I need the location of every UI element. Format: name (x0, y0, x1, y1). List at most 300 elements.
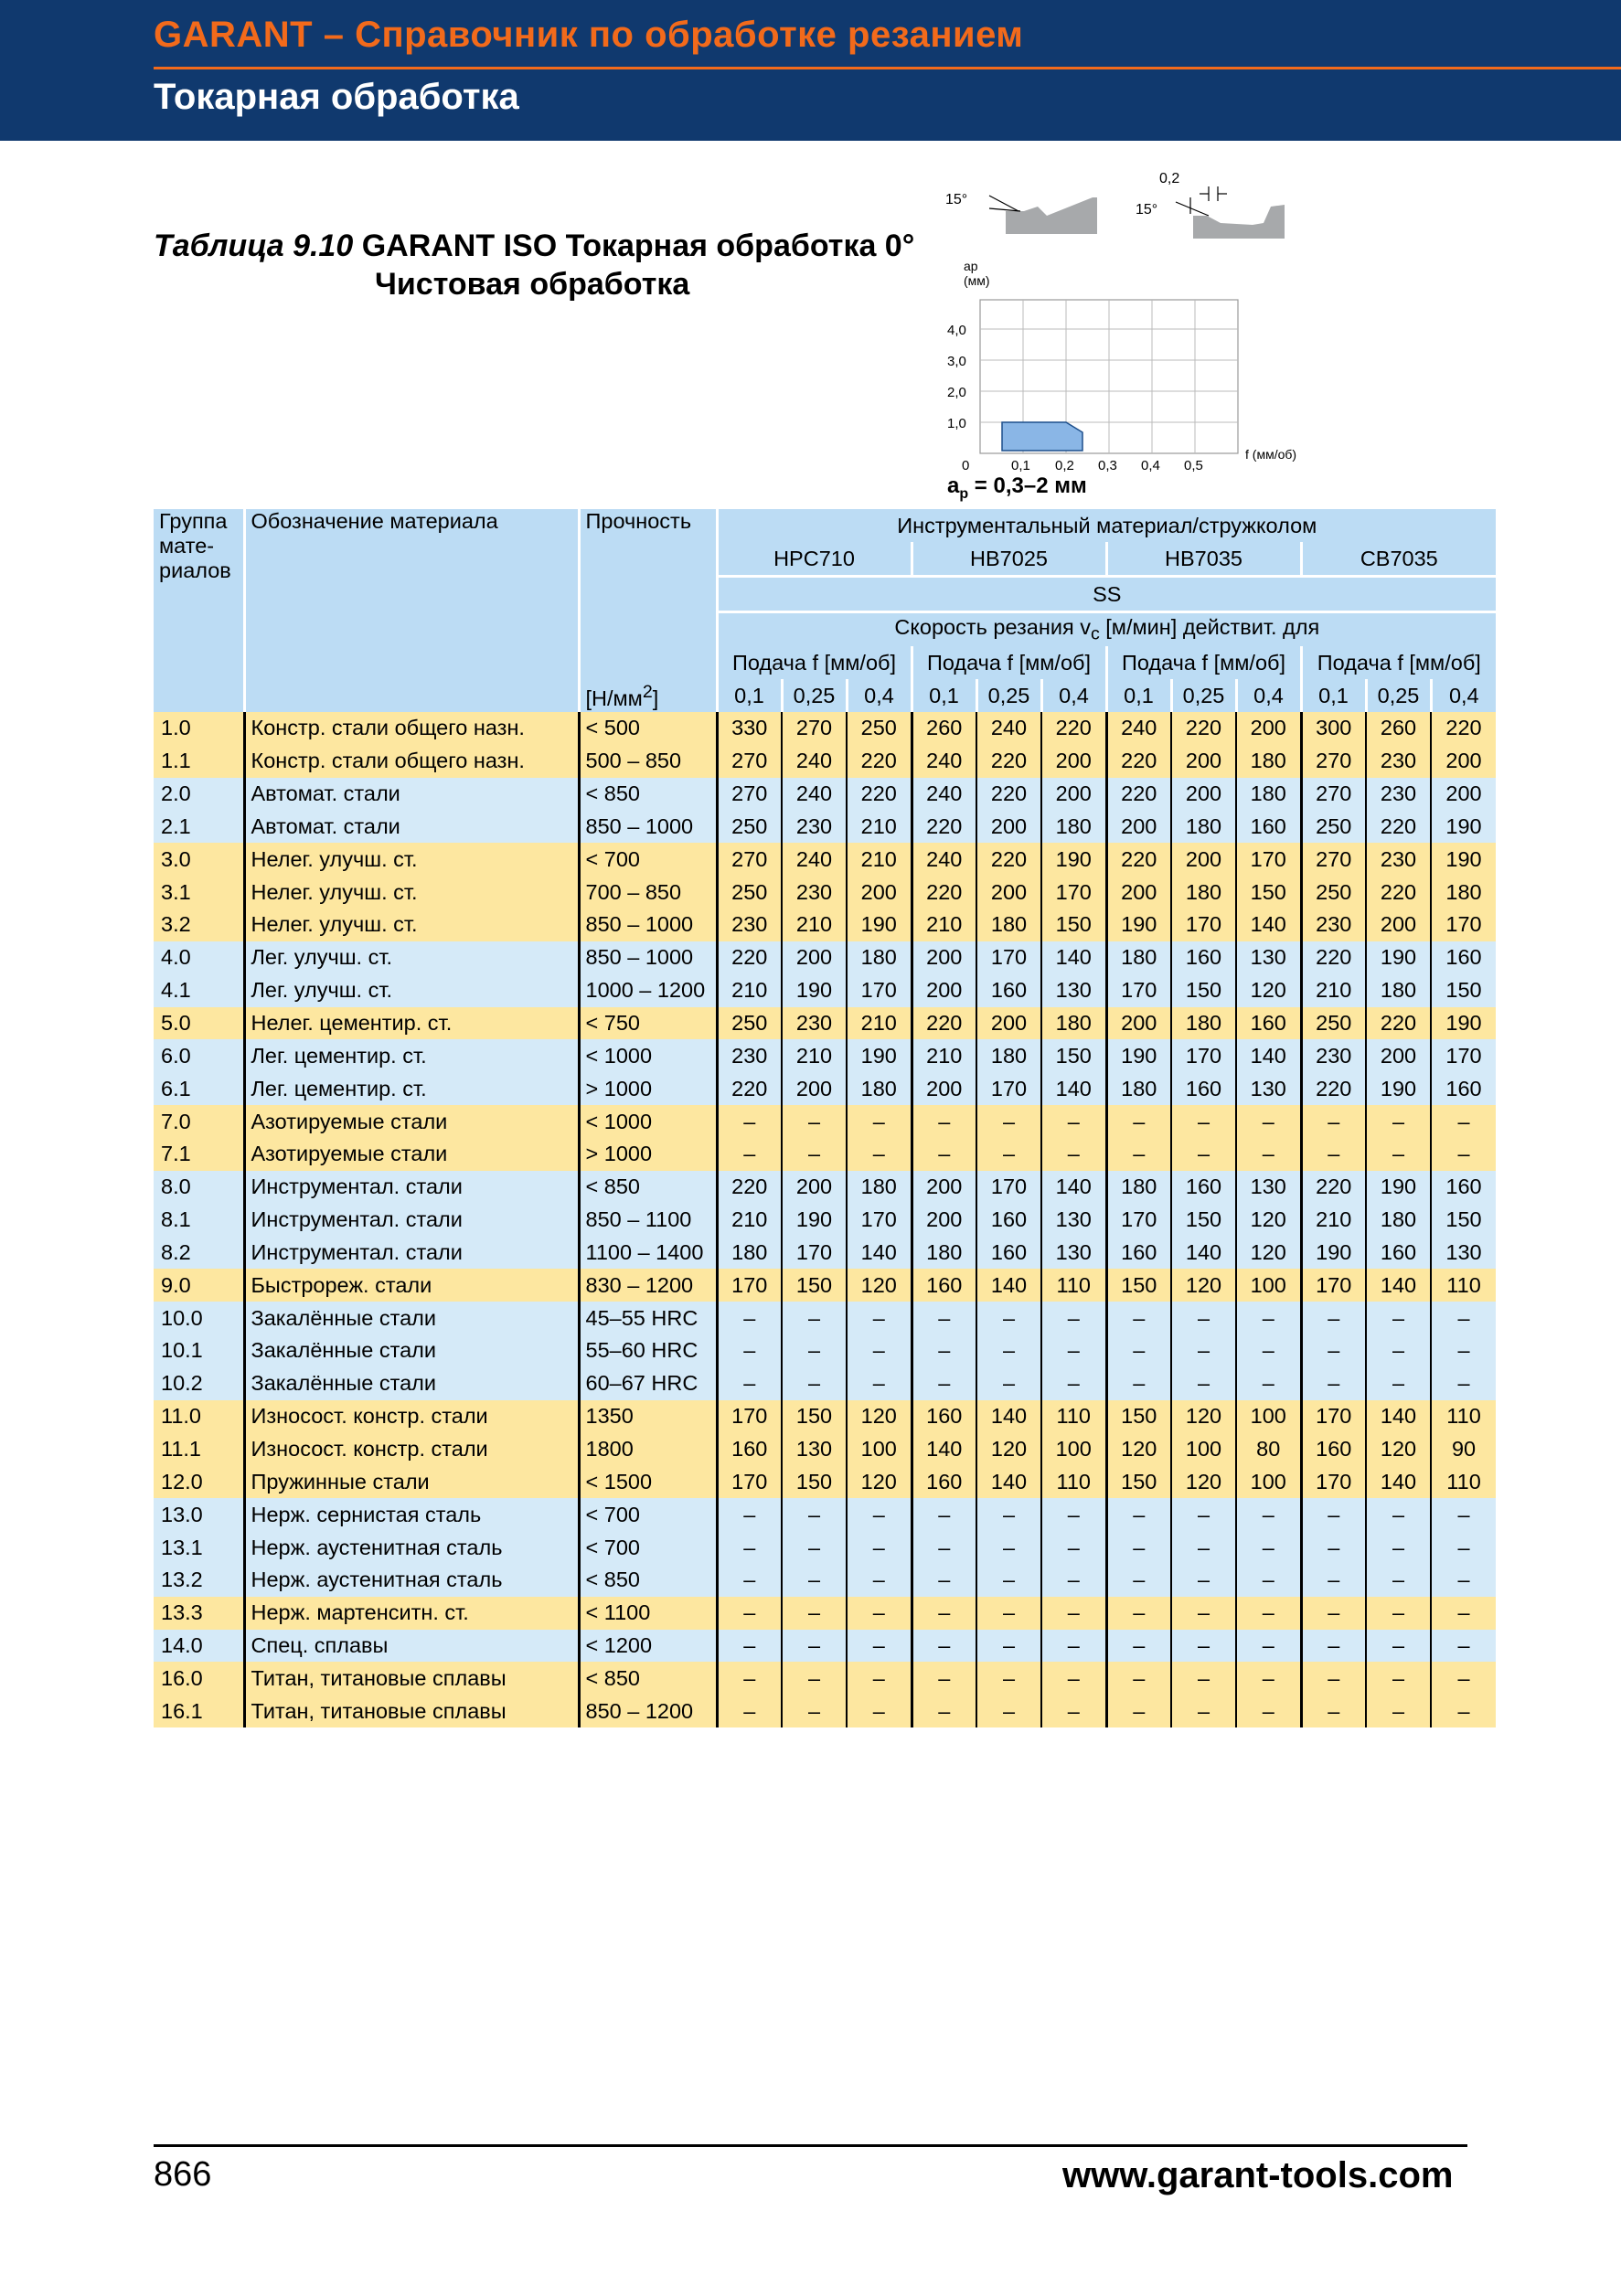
x-tick: 0,1 (1011, 458, 1030, 473)
material-name-cell: Автомат. стали (244, 778, 579, 811)
cutting-speed-cell: 230 (782, 876, 847, 909)
feed-header: Подача f [мм/об] (1317, 650, 1481, 675)
cutting-speed-cell: 160 (1171, 941, 1236, 974)
cutting-speed-cell: 120 (1236, 974, 1301, 1007)
material-name-cell: Инструментал. стали (244, 1237, 579, 1270)
cutting-speed-cell: – (1236, 1334, 1301, 1367)
cutting-speed-cell: 160 (912, 1269, 976, 1302)
cutting-speed-cell: 220 (912, 876, 976, 909)
cutting-speed-cell: 220 (1366, 876, 1431, 909)
cutting-speed-cell: 130 (1445, 1239, 1482, 1264)
strength-cell: 1000 – 1200 (579, 974, 717, 1007)
cutting-speed-cell: 210 (847, 1007, 912, 1040)
strength-cell: < 1200 (579, 1630, 717, 1663)
cutting-speed-cell: 110 (1446, 1404, 1481, 1429)
cutting-speed-cell: – (1366, 1302, 1431, 1334)
cutting-speed-cell: 140 (976, 1269, 1041, 1302)
cutting-speed-cell: – (1041, 1695, 1106, 1727)
cutting-speed-cell: 200 (1106, 1007, 1171, 1040)
material-group-cell: 13.0 (154, 1498, 244, 1531)
cutting-speed-cell: – (976, 1138, 1041, 1171)
cutting-speed-cell: 220 (1301, 1072, 1366, 1105)
cutting-speed-cell: 110 (1041, 1269, 1106, 1302)
cutting-speed-cell: 200 (912, 1171, 976, 1204)
cutting-speed-cell: 220 (717, 941, 782, 974)
cutting-speed-cell: 200 (782, 1072, 847, 1105)
cutting-speed-cell: 200 (976, 1007, 1041, 1040)
cutting-speed-cell: 170 (847, 974, 912, 1007)
cutting-speed-cell: 180 (1106, 1171, 1171, 1204)
cutting-speed-cell: – (1366, 1367, 1431, 1400)
table-caption (154, 227, 914, 265)
cutting-speed-cell: 100 (1236, 1465, 1301, 1498)
table-row (154, 941, 1496, 974)
material-group-cell: 2.0 (154, 778, 244, 811)
cutting-speed-cell: 110 (1041, 1465, 1106, 1498)
y-tick: 1,0 (947, 416, 966, 431)
cutting-speed-cell: 220 (976, 778, 1041, 811)
table-number: Таблица 9.10 (154, 229, 354, 263)
cutting-speed-cell: 160 (912, 1400, 976, 1433)
cutting-speed-cell: – (1171, 1367, 1236, 1400)
cutting-speed-cell: – (912, 1138, 976, 1171)
cutting-speed-cell: 160 (1445, 1076, 1482, 1100)
cutting-speed-cell: 150 (1171, 1204, 1236, 1237)
cutting-speed-cell: – (1171, 1597, 1236, 1630)
y-axis-unit: (мм) (964, 273, 990, 288)
cutting-speed-cell: – (782, 1630, 847, 1663)
cutting-speed-cell: 170 (717, 1269, 782, 1302)
insert-profile-sketch-2 (1136, 171, 1285, 239)
handbook-title: GARANT – Справочник по обработке резанием (154, 15, 1024, 55)
x-tick: 0,2 (1055, 458, 1074, 473)
table-row (154, 1204, 1496, 1237)
cutting-speed-cell: – (912, 1597, 976, 1630)
cutting-speed-cell: – (847, 1334, 912, 1367)
cutting-speed-cell: 170 (847, 1204, 912, 1237)
cutting-speed-cell: 130 (782, 1433, 847, 1466)
cutting-speed-cell: 180 (976, 909, 1041, 941)
cutting-speed-cell: – (1041, 1138, 1106, 1171)
strength-cell: 850 – 1000 (579, 941, 717, 974)
cutting-speed-cell: 180 (1445, 879, 1482, 904)
strength-cell: < 1500 (579, 1465, 717, 1498)
table-title: GARANT ISO Токарная обработка 0° (361, 229, 915, 263)
dimension-label: 0,2 (1159, 171, 1180, 186)
cutting-speed-cell: – (1236, 1662, 1301, 1695)
cutting-speed-cell: 210 (847, 811, 912, 844)
cutting-speed-cell: 230 (1301, 1039, 1366, 1072)
cutting-speed-cell: 260 (1366, 712, 1431, 745)
material-group-cell: 13.2 (154, 1564, 244, 1597)
cutting-speed-cell: – (1457, 1371, 1470, 1396)
material-group-cell: 8.2 (154, 1237, 244, 1270)
cutting-speed-cell: 250 (1301, 1007, 1366, 1040)
cutting-speed-cell: 270 (1301, 778, 1366, 811)
cutting-speed-cell: 180 (1236, 745, 1301, 778)
material-group-cell: 1.0 (154, 712, 244, 745)
cutting-speed-cell: 220 (717, 1072, 782, 1105)
grade-header: HB7035 (1106, 542, 1301, 577)
strength-cell: > 1000 (579, 1138, 717, 1171)
cutting-speed-cell: – (976, 1630, 1041, 1663)
cutting-speed-cell: – (1366, 1498, 1431, 1531)
cutting-speed-cell: – (1171, 1695, 1236, 1727)
strength-cell: < 850 (579, 1662, 717, 1695)
cutting-speed-cell: 120 (1171, 1269, 1236, 1302)
cutting-speed-cell: 170 (1445, 912, 1482, 937)
cutting-speed-cell: 170 (1236, 843, 1301, 876)
cutting-speed-cell: 220 (912, 811, 976, 844)
cutting-speed-cell: 200 (912, 1204, 976, 1237)
cutting-speed-cell: – (717, 1597, 782, 1630)
feed-value-header: 0,1 (717, 679, 782, 712)
cutting-speed-cell: – (1041, 1564, 1106, 1597)
cutting-speed-cell: 160 (976, 1237, 1041, 1270)
cutting-speed-cell: – (912, 1630, 976, 1663)
material-group-cell: 3.2 (154, 909, 244, 941)
col-header-group: Группа мате-риалов (154, 509, 244, 712)
cutting-speed-cell: – (1457, 1109, 1470, 1133)
cutting-speed-cell: – (1106, 1334, 1171, 1367)
cutting-speed-cell: – (782, 1662, 847, 1695)
table-row (154, 1597, 1496, 1630)
material-name-cell: Констр. стали общего назн. (244, 712, 579, 745)
grade-header: HB7025 (912, 542, 1106, 577)
cutting-speed-cell: – (976, 1531, 1041, 1564)
cutting-speed-cell: 270 (1301, 843, 1366, 876)
cutting-speed-cell: – (1366, 1630, 1431, 1663)
material-group-cell: 6.0 (154, 1039, 244, 1072)
strength-unit-header: $[Н/мм^2]$ (579, 679, 717, 712)
table-row (154, 1400, 1496, 1433)
cutting-speed-cell: – (1171, 1302, 1236, 1334)
strength-cell: < 850 (579, 778, 717, 811)
cutting-speed-cell: 160 (1106, 1237, 1171, 1270)
cutting-speed-cell: – (1236, 1367, 1301, 1400)
cutting-speed-cell: 150 (1236, 876, 1301, 909)
cutting-speed-cell: 200 (1445, 749, 1482, 773)
cutting-speed-cell: – (1301, 1302, 1366, 1334)
cutting-speed-cell: 120 (1106, 1433, 1171, 1466)
cutting-speed-cell: 240 (782, 843, 847, 876)
material-group-cell: 5.0 (154, 1007, 244, 1040)
table-row (154, 712, 1496, 745)
cutting-speed-cell: – (782, 1531, 847, 1564)
cutting-speed-cell: – (717, 1105, 782, 1138)
cutting-speed-cell: 150 (1041, 909, 1106, 941)
table-row (154, 1237, 1496, 1270)
cutting-speed-cell: 200 (1171, 745, 1236, 778)
cutting-speed-cell: 190 (1445, 1011, 1482, 1036)
cutting-speed-cell: – (1457, 1338, 1470, 1363)
cutting-speed-cell: – (912, 1334, 976, 1367)
cutting-speed-cell: 210 (847, 843, 912, 876)
cutting-speed-cell: 200 (1236, 712, 1301, 745)
material-group-cell: 3.1 (154, 876, 244, 909)
cutting-speed-cell: – (1106, 1367, 1171, 1400)
cutting-speed-cell: 220 (1106, 745, 1171, 778)
cutting-speed-cell: 140 (1041, 1072, 1106, 1105)
cutting-speed-cell: – (847, 1302, 912, 1334)
cutting-speed-cell: – (847, 1367, 912, 1400)
cutting-speed-cell: – (1106, 1662, 1171, 1695)
material-name-cell: Нелег. улучш. ст. (244, 909, 579, 941)
cutting-speed-cell: 120 (976, 1433, 1041, 1466)
feed-value-header: 0,4 (847, 679, 912, 712)
table-row (154, 1564, 1496, 1597)
cutting-speed-cell: 180 (1106, 1072, 1171, 1105)
strength-cell: < 1000 (579, 1039, 717, 1072)
cutting-speed-cell: 180 (1366, 974, 1431, 1007)
cutting-data-table (154, 509, 1496, 1727)
cutting-speed-cell: 270 (717, 745, 782, 778)
material-group-cell: 12.0 (154, 1465, 244, 1498)
cutting-speed-cell: 170 (1301, 1269, 1366, 1302)
table-row (154, 1007, 1496, 1040)
cutting-speed-cell: 150 (782, 1465, 847, 1498)
cutting-speed-cell: – (1236, 1302, 1301, 1334)
cutting-speed-cell: 160 (717, 1433, 782, 1466)
cutting-speed-cell: 200 (912, 941, 976, 974)
y-tick: 0 (962, 458, 970, 473)
strength-cell: > 1000 (579, 1072, 717, 1105)
cutting-speed-cell: – (717, 1695, 782, 1727)
cutting-speed-cell: 140 (1236, 909, 1301, 941)
footer-divider (154, 2144, 1467, 2147)
strength-cell: < 700 (579, 843, 717, 876)
ap-f-chart (947, 259, 1296, 473)
cutting-speed-cell: 220 (1445, 716, 1482, 740)
angle-label-1: 15° (945, 192, 968, 207)
cutting-speed-cell: – (1106, 1564, 1171, 1597)
strength-cell: < 850 (579, 1171, 717, 1204)
material-name-cell: Нерж. мартенситн. ст. (244, 1597, 579, 1630)
cutting-speed-cell: 110 (1446, 1272, 1481, 1297)
x-tick: 0,4 (1141, 458, 1160, 473)
table-row (154, 1269, 1496, 1302)
strength-cell: 55–60 HRC (579, 1334, 717, 1367)
cutting-speed-cell: – (1366, 1597, 1431, 1630)
cutting-speed-cell: 250 (847, 712, 912, 745)
col-header-material: Обозначение материала (244, 509, 579, 712)
chipbreaker-header: SS (717, 577, 1496, 612)
cutting-speed-cell: 200 (1171, 778, 1236, 811)
header-divider (154, 67, 1621, 69)
cutting-speed-cell: – (1301, 1498, 1366, 1531)
cutting-speed-cell: – (1236, 1531, 1301, 1564)
material-name-cell: Титан, титановые сплавы (244, 1662, 579, 1695)
feed-value-header: 0,4 (1448, 683, 1479, 707)
cutting-speed-cell: – (1301, 1662, 1366, 1695)
table-row (154, 811, 1496, 844)
table-caption-line2: Чистовая обработка (375, 267, 690, 302)
table-row (154, 974, 1496, 1007)
cutting-speed-cell: 240 (912, 745, 976, 778)
cutting-speed-cell: – (912, 1662, 976, 1695)
material-group-cell: 7.1 (154, 1138, 244, 1171)
cutting-speed-cell: 150 (1041, 1039, 1106, 1072)
cutting-speed-cell: 100 (1236, 1269, 1301, 1302)
cutting-speed-cell: – (1301, 1367, 1366, 1400)
strength-cell: 850 – 1000 (579, 909, 717, 941)
material-group-cell: 2.1 (154, 811, 244, 844)
cutting-speed-cell: 180 (1171, 811, 1236, 844)
cutting-speed-cell: – (976, 1498, 1041, 1531)
cutting-speed-cell: – (717, 1630, 782, 1663)
cutting-speed-cell: 160 (1236, 811, 1301, 844)
cutting-speed-cell: 160 (1171, 1171, 1236, 1204)
table-row (154, 909, 1496, 941)
cutting-speed-cell: – (1457, 1142, 1470, 1166)
feed-value-header: 0,25 (782, 679, 847, 712)
feed-header: Подача f [мм/об] (717, 646, 912, 679)
cutting-speed-cell: – (717, 1138, 782, 1171)
cutting-speed-cell: – (912, 1531, 976, 1564)
table-row (154, 1105, 1496, 1138)
cutting-speed-cell: – (1366, 1662, 1431, 1695)
strength-cell: 700 – 850 (579, 876, 717, 909)
cutting-speed-cell: – (1301, 1105, 1366, 1138)
cutting-speed-cell: 180 (1236, 778, 1301, 811)
cutting-speed-cell: 210 (912, 1039, 976, 1072)
cutting-speed-cell: – (1366, 1138, 1431, 1171)
cutting-speed-cell: 140 (847, 1237, 912, 1270)
cutting-speed-cell: 240 (976, 712, 1041, 745)
cutting-speed-cell: – (1236, 1498, 1301, 1531)
cutting-speed-cell: 150 (782, 1400, 847, 1433)
cutting-speed-cell: – (1457, 1535, 1470, 1559)
cutting-speed-cell: 180 (847, 941, 912, 974)
material-name-cell: Азотируемые стали (244, 1138, 579, 1171)
material-group-cell: 3.0 (154, 843, 244, 876)
section-title: Токарная обработка (154, 77, 519, 117)
cutting-speed-cell: 200 (976, 811, 1041, 844)
cutting-speed-cell: 150 (1171, 974, 1236, 1007)
material-name-cell: Лег. цементир. ст. (244, 1039, 579, 1072)
cutting-speed-cell: 200 (1366, 909, 1431, 941)
cutting-speed-cell: 140 (1041, 1171, 1106, 1204)
cutting-speed-cell: 160 (976, 1204, 1041, 1237)
cutting-speed-cell: 160 (976, 974, 1041, 1007)
strength-cell: 850 – 1100 (579, 1204, 717, 1237)
cutting-speed-cell: 150 (1106, 1269, 1171, 1302)
material-name-cell: Износост. констр. стали (244, 1400, 579, 1433)
cutting-speed-cell: – (1366, 1564, 1431, 1597)
material-group-cell: 4.0 (154, 941, 244, 974)
cutting-speed-cell: 190 (782, 1204, 847, 1237)
cutting-depth-diagram (933, 161, 1326, 508)
cutting-speed-cell: – (1041, 1662, 1106, 1695)
strength-cell: < 850 (579, 1564, 717, 1597)
cutting-speed-cell: – (1041, 1334, 1106, 1367)
cutting-speed-cell: 200 (1106, 876, 1171, 909)
material-name-cell: Нерж. сернистая сталь (244, 1498, 579, 1531)
cutting-speed-cell: – (717, 1662, 782, 1695)
cutting-speed-cell: – (1366, 1105, 1431, 1138)
cutting-speed-cell: – (1366, 1531, 1431, 1564)
material-group-cell: 8.1 (154, 1204, 244, 1237)
material-group-cell: 11.0 (154, 1400, 244, 1433)
cutting-speed-cell: – (1171, 1662, 1236, 1695)
feed-value-header: 0,1 (1106, 679, 1171, 712)
cutting-speed-cell: 230 (1366, 843, 1431, 876)
cutting-speed-cell: 160 (1445, 1175, 1482, 1199)
cutting-speed-cell: 130 (1236, 941, 1301, 974)
cutting-speed-cell: – (1106, 1138, 1171, 1171)
cutting-speed-cell: 170 (1171, 1039, 1236, 1072)
material-group-cell: 13.1 (154, 1531, 244, 1564)
cutting-speed-cell: 200 (1041, 778, 1106, 811)
cutting-speed-cell: 220 (1366, 1007, 1431, 1040)
cutting-speed-cell: 110 (1446, 1469, 1481, 1493)
cutting-speed-cell: – (912, 1498, 976, 1531)
feed-header: Подача f [мм/об] (1106, 646, 1301, 679)
table-row (154, 1531, 1496, 1564)
cutting-speed-cell: 130 (1041, 1204, 1106, 1237)
cutting-speed-cell: 130 (1041, 1237, 1106, 1270)
x-tick: 0,3 (1098, 458, 1117, 473)
table-row (154, 1662, 1496, 1695)
cutting-speed-cell: 190 (1106, 909, 1171, 941)
cutting-speed-cell: – (1301, 1597, 1366, 1630)
table-row (154, 1171, 1496, 1204)
cutting-speed-cell: 80 (1236, 1433, 1301, 1466)
cutting-speed-cell: 190 (1041, 843, 1106, 876)
cutting-speed-cell: 170 (1301, 1400, 1366, 1433)
cutting-speed-cell: – (976, 1597, 1041, 1630)
cutting-speed-cell: – (782, 1597, 847, 1630)
cutting-speed-cell: 140 (1041, 941, 1106, 974)
strength-cell: 850 – 1200 (579, 1695, 717, 1727)
cutting-speed-cell: 220 (1041, 712, 1106, 745)
material-name-cell: Нелег. цементир. ст. (244, 1007, 579, 1040)
cutting-speed-cell: – (1236, 1138, 1301, 1171)
cutting-speed-cell: – (976, 1105, 1041, 1138)
cutting-speed-cell: 180 (1106, 941, 1171, 974)
material-group-cell: 11.1 (154, 1433, 244, 1466)
cutting-speed-cell: 200 (1106, 811, 1171, 844)
cutting-speed-cell: – (782, 1367, 847, 1400)
cutting-speed-cell: 220 (912, 1007, 976, 1040)
material-group-cell: 7.0 (154, 1105, 244, 1138)
cutting-speed-cell: 250 (717, 811, 782, 844)
cutting-speed-cell: 240 (782, 778, 847, 811)
cutting-speed-cell: – (912, 1105, 976, 1138)
material-name-cell: Нерж. аустенитная сталь (244, 1531, 579, 1564)
cutting-speed-cell: 250 (1301, 876, 1366, 909)
cutting-speed-cell: 240 (1106, 712, 1171, 745)
cutting-speed-cell: 150 (1445, 978, 1482, 1003)
cutting-speed-cell: – (1457, 1600, 1470, 1625)
cutting-speed-cell: 210 (1301, 1204, 1366, 1237)
cutting-speed-cell: 230 (1301, 909, 1366, 941)
cutting-speed-cell: 120 (847, 1269, 912, 1302)
material-name-cell: Азотируемые стали (244, 1105, 579, 1138)
cutting-speed-cell: – (1106, 1630, 1171, 1663)
cutting-speed-cell: 170 (717, 1465, 782, 1498)
material-group-cell: 10.2 (154, 1367, 244, 1400)
material-group-cell: 6.1 (154, 1072, 244, 1105)
cutting-speed-cell: 270 (717, 778, 782, 811)
cutting-speed-cell: – (847, 1564, 912, 1597)
cutting-speed-cell: – (1171, 1334, 1236, 1367)
material-name-cell: Автомат. стали (244, 811, 579, 844)
cutting-speed-cell: – (782, 1302, 847, 1334)
page-number: 866 (154, 2155, 212, 2194)
cutting-speed-cell: 240 (782, 745, 847, 778)
cutting-speed-cell: 160 (1236, 1007, 1301, 1040)
